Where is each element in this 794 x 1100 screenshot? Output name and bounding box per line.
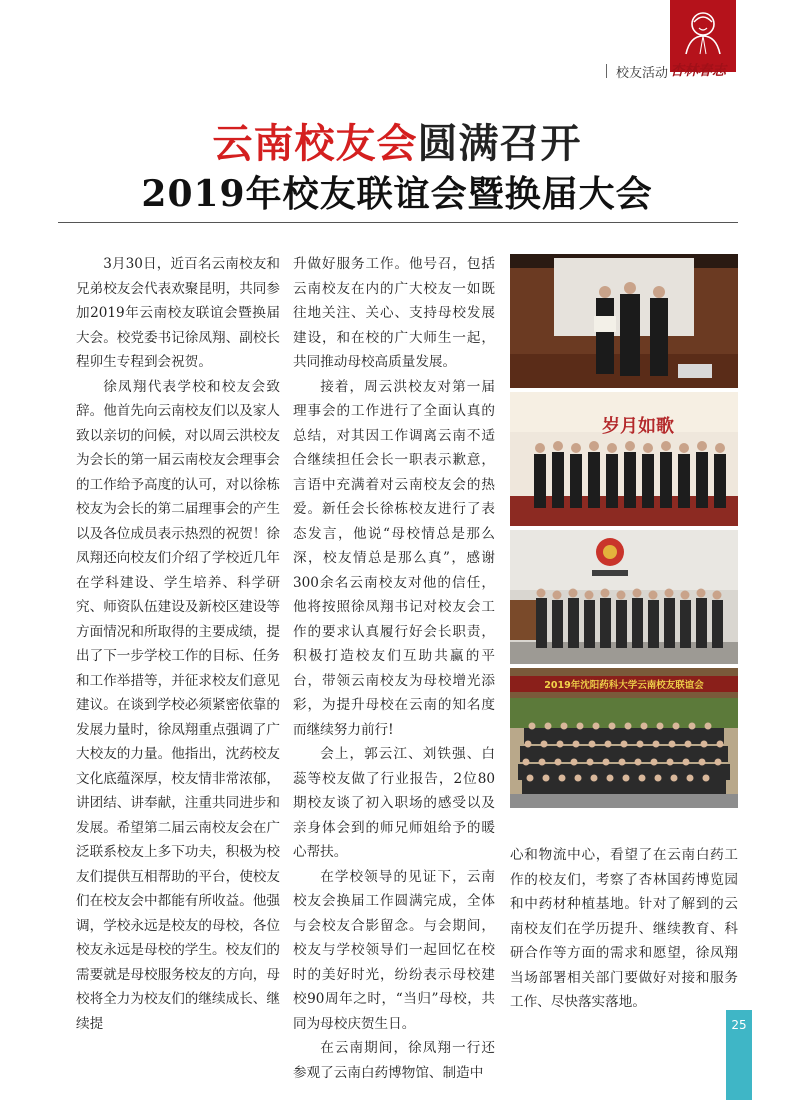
page-number: 25 xyxy=(731,1018,747,1032)
paragraph: 升做好服务工作。他号召，包括云南校友在内的广大校友一如既往地关注、关心、支持母校发展建设，和在校的广大师生一起，共同推动母校高质量发展。 xyxy=(293,256,495,370)
portrait-logo-icon xyxy=(680,8,726,56)
headline-rest: 圆满召开 xyxy=(417,121,582,167)
paragraph: 3月30日，近百名云南校友和兄弟校友会代表欢聚昆明，共同参加2019年云南校友联谊会暨换届大会。校党委书记徐凤翔、副校长程卯生专程到会祝贺。 xyxy=(76,256,280,370)
photo-award-presentation xyxy=(510,254,738,388)
headline-line2: 2019年校友联谊会暨换届大会 xyxy=(141,173,653,215)
paragraph: 徐凤翔代表学校和校友会致辞。他首先向云南校友们以及家人致以亲切的问候，对以周云洪校友为会长的第一届云南校友会理事会的工作给予高度的认可，对以徐栋校友为会长的第二届理事会的产生以及各位成员表示热烈的祝贺！徐凤翔还向校友们介绍了学校近几年在学科建设、学生培养、科学研究、师资队伍建设及新校区建设等方面情况和所取得的主要成绩，提出了下一步学校工作的目标、任务和工作举措等，并征求校友们意见建议。在谈到学校必须紧密依靠的发展力量时，徐凤翔重点强调了广大校友的力量。他指出，沈药校友文化底蕴深厚，校友情非常浓郁，讲团结、讲奉献，注重共同进步和发展。希望第二届云南校友会在广泛联系校友上多下功夫，积极为校友们提供互相帮助的平台，使校友们在校友会中都能有所收益。他强调，学校永远是校友的母校，各位校友永远是母校的学生。校友们的需要就是母校服务校友的方向，母校将全力为校友们的继续成长、继续提 xyxy=(76,378,280,1032)
photo-stage-group xyxy=(510,392,738,526)
article-column-1 xyxy=(76,252,280,1036)
stage-banner-text: 岁月如歌 xyxy=(602,416,674,437)
photo-museum-visit xyxy=(510,530,738,664)
paragraph: 在云南期间，徐凤翔一行还参观了云南白药博物馆、制造中 xyxy=(293,1040,495,1081)
article-column-2 xyxy=(293,252,495,1085)
photo-group-portrait xyxy=(510,668,738,808)
section-label: 校友活动 xyxy=(615,66,668,81)
headline-line1 xyxy=(0,112,794,169)
title-rule xyxy=(58,222,738,223)
headline-highlight: 云南校友会 xyxy=(212,121,418,167)
paragraph: 接着，周云洪校友对第一届理事会的工作进行了全面认真的总结，对其因工作调离云南不适合继续担任会长一职表示歉意，言语中充满着对云南校友会的热爱。新任会长徐栋校友进行了表态发言，他说“母校情总是那么深，校友情总是那么真”，感谢300余名云南校友对他的信任，他将按照徐凤翔书记对校友会工作的要求认真履行好会长职责，积极打造校友们互助共赢的平台，带领云南校友为母校增光添彩，为提升母校在云南的知名度而继续努力前行! xyxy=(293,378,495,738)
header-divider xyxy=(606,64,607,78)
magazine-brand: 杏林春志 xyxy=(670,63,726,79)
paragraph: 心和物流中心，看望了在云南白药工作的校友们，考察了杏林国药博览园和中药材种植基地。针对了解到的云南校友们在学历提升、继续教育、科研合作等方面的需求和愿望，徐凤翔当场部署相关部门要做好对接和服务工作、尽快落实落地。 xyxy=(510,847,738,1010)
paragraph: 在学校领导的见证下，云南校友会换届工作圆满完成，全体与会校友合影留念。与会期间，校友与学校领导们一起回忆在校时的美好时光，纷纷表示母校建校90周年之时，“当归”母校，共同为母校庆贺生日。 xyxy=(293,868,495,1032)
paragraph: 会上，郭云江、刘铁强、白蕊等校友做了行业报告，2位80期校友谈了初入职场的感受以及亲身体会到的师兄师姐给予的暖心帮扶。 xyxy=(293,746,495,860)
page-number-tab xyxy=(726,1010,752,1100)
group-banner-text: 2019年沈阳药科大学云南校友联谊会 xyxy=(544,680,704,691)
article-column-3 xyxy=(510,843,738,1015)
